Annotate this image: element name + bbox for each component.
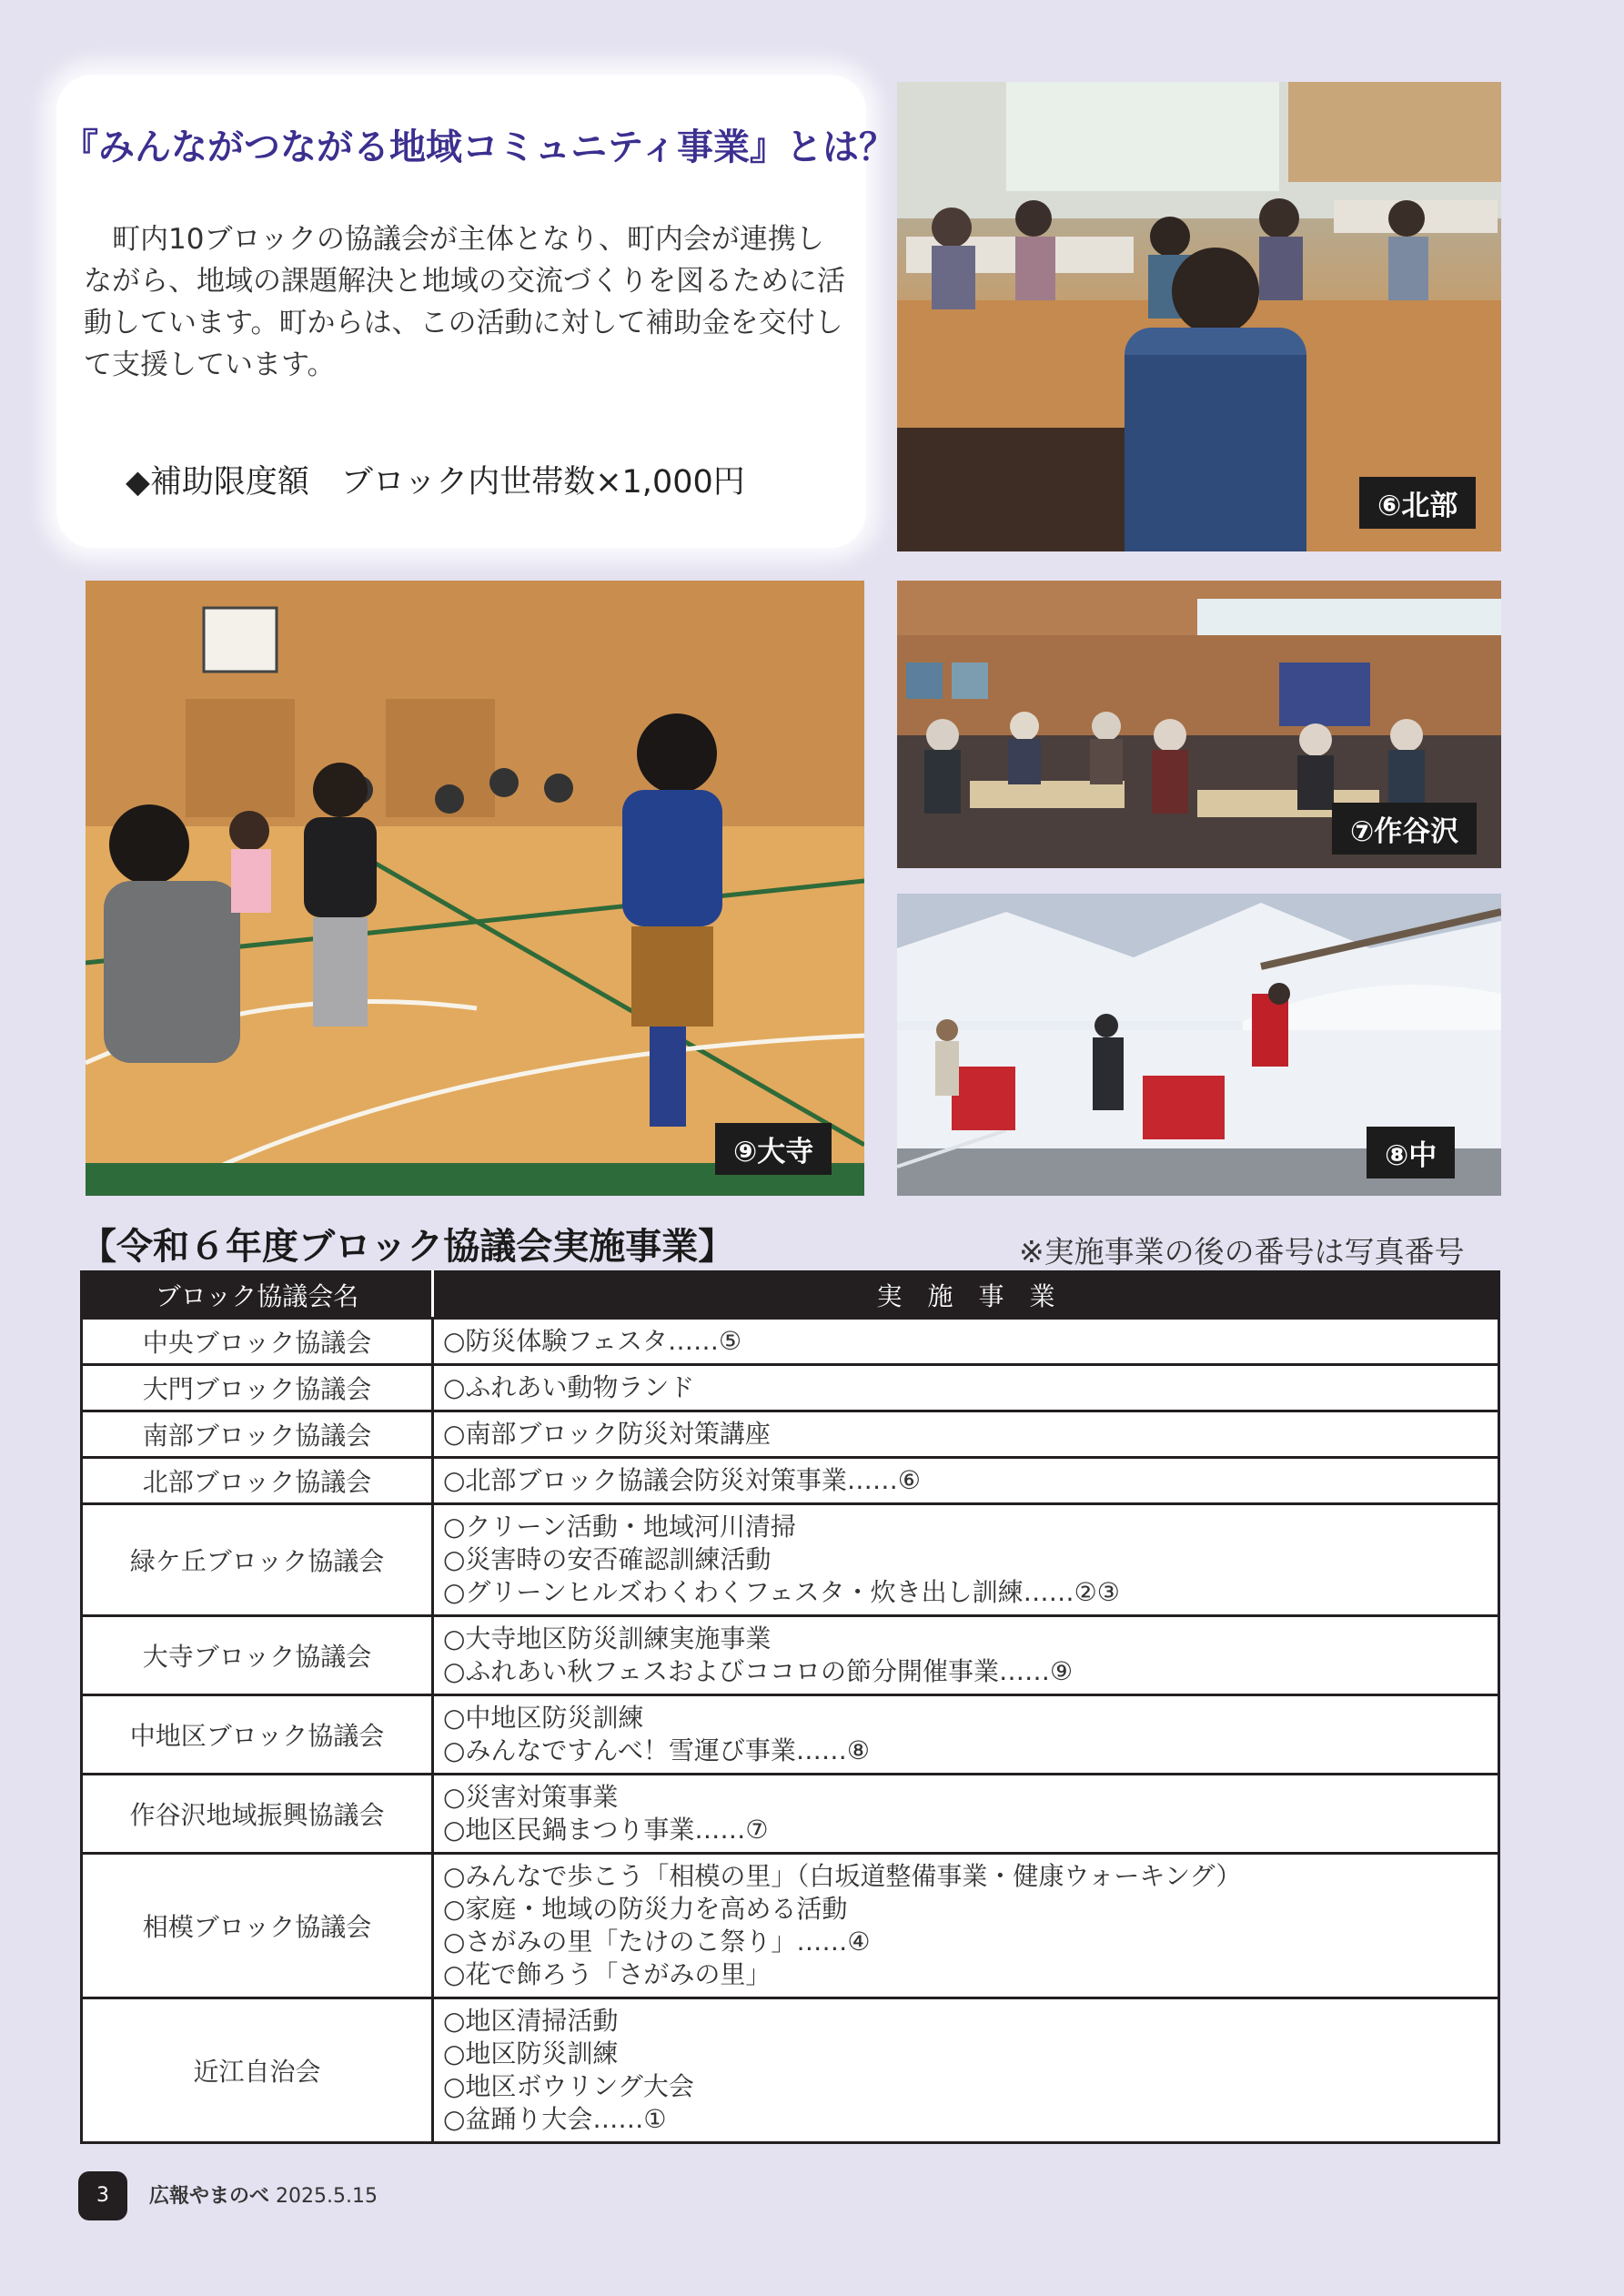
photo-hokubu — [897, 82, 1501, 551]
photo-naka-caption: ⑧中 — [1367, 1127, 1455, 1178]
publication-date: 2025.5.15 — [276, 2185, 378, 2208]
activities-cell — [433, 1319, 1499, 1365]
table-heading: 【令和６年度ブロック協議会実施事業】 — [80, 1226, 735, 1268]
activity-item: ○みんなですんべ！雪運び事業……⑧ — [443, 1735, 870, 1765]
block-name-cell: 近江自治会 — [82, 1998, 433, 2143]
activity-item: ○家庭・地域の防災力を高める活動 — [443, 1894, 848, 1924]
photo-odera-scene — [86, 581, 864, 1196]
activities-cell — [433, 1775, 1499, 1854]
block-name-cell: 北部ブロック協議会 — [82, 1458, 433, 1504]
block-name-cell: 南部ブロック協議会 — [82, 1411, 433, 1458]
photo-odera — [86, 581, 864, 1196]
photo-sakuyazawa-caption: ⑦作谷沢 — [1332, 803, 1477, 855]
activity-item: ○防災体験フェスタ……⑤ — [443, 1326, 742, 1356]
activity-item: ○大寺地区防災訓練実施事業 — [443, 1623, 772, 1654]
activity-item: ○盆踊り大会……① — [443, 2104, 667, 2134]
table-row — [82, 1504, 1499, 1616]
block-name-cell: 相模ブロック協議会 — [82, 1854, 433, 1998]
activity-item: ○みんなで歩こう「相模の里」（白坂道整備事業・健康ウォーキング） — [443, 1861, 1242, 1891]
intro-title: 『みんながつながる地域コミュニティ事業』とは？ — [62, 126, 895, 168]
table-header-row — [82, 1272, 1499, 1319]
activities-cell — [433, 1411, 1499, 1458]
activity-item: ○ふれあい動物ランド — [443, 1372, 695, 1402]
intro-body: 町内10ブロックの協議会が主体となり、町内会が連携しながら、地域の課題解決と地域の交流づくりを図るために活動しています。町からは、この活動に対して補助金を交付して支援しています。 — [84, 223, 845, 381]
activity-item: ○地区防災訓練 — [443, 2038, 619, 2068]
table-row — [82, 1998, 1499, 2143]
table-row — [82, 1319, 1499, 1365]
block-name-cell: 大寺ブロック協議会 — [82, 1616, 433, 1695]
table-row — [82, 1775, 1499, 1854]
activity-item: ○クリーン活動・地域河川清掃 — [443, 1512, 796, 1542]
activities-cell — [433, 1365, 1499, 1411]
activity-item: ○地区清掃活動 — [443, 2006, 619, 2036]
activity-item: ○地区民鍋まつり事業……⑦ — [443, 1815, 769, 1845]
page-number: 3 — [78, 2171, 127, 2220]
table-body — [82, 1319, 1499, 2143]
photo-sakuyazawa — [897, 581, 1501, 868]
table-row — [82, 1365, 1499, 1411]
subsidy-limit: ◆補助限度額 ブロック内世帯数×1,000円 — [126, 464, 745, 501]
block-name-cell: 中地区ブロック協議会 — [82, 1695, 433, 1775]
activities-cell — [433, 1695, 1499, 1775]
activities-cell — [433, 1504, 1499, 1616]
table-row — [82, 1854, 1499, 1998]
activity-item: ○さがみの里「たけのこ祭り」……④ — [443, 1927, 871, 1957]
table-row — [82, 1411, 1499, 1458]
activity-item: ○地区ボウリング大会 — [443, 2071, 694, 2101]
publication-name: 広報やまのべ — [149, 2185, 270, 2208]
activities-cell — [433, 1458, 1499, 1504]
column-header-activities: 実 施 事 業 — [433, 1272, 1499, 1319]
photo-hokubu-caption: ⑥北部 — [1359, 477, 1476, 529]
activity-item: ○ふれあい秋フェスおよびココロの節分開催事業……⑨ — [443, 1656, 1074, 1686]
block-name-cell: 中央ブロック協議会 — [82, 1319, 433, 1365]
activity-item: ○災害時の安否確認訓練活動 — [443, 1544, 772, 1574]
footer-publication — [149, 2180, 378, 2209]
block-name-cell: 緑ケ丘ブロック協議会 — [82, 1504, 433, 1616]
activities-cell — [433, 1616, 1499, 1695]
activities-cell — [433, 1998, 1499, 2143]
activity-item: ○災害対策事業 — [443, 1782, 619, 1812]
activity-item: ○南部ブロック防災対策講座 — [443, 1419, 771, 1449]
table-row — [82, 1616, 1499, 1695]
table-note: ※実施事業の後の番号は写真番号 — [1019, 1234, 1465, 1269]
photo-odera-caption: ⑨大寺 — [715, 1123, 832, 1175]
activity-item: ○花で飾ろう「さがみの里」 — [443, 1959, 772, 1989]
block-name-cell: 作谷沢地域振興協議会 — [82, 1775, 433, 1854]
activities-cell — [433, 1854, 1499, 1998]
table-row — [82, 1458, 1499, 1504]
activity-item: ○グリーンヒルズわくわくフェスタ・炊き出し訓練……②③ — [443, 1577, 1120, 1607]
table-row — [82, 1695, 1499, 1775]
block-name-cell: 大門ブロック協議会 — [82, 1365, 433, 1411]
activity-item: ○北部ブロック協議会防災対策事業……⑥ — [443, 1465, 921, 1495]
activity-item: ○中地区防災訓練 — [443, 1703, 644, 1733]
blocks-table — [80, 1270, 1500, 2144]
column-header-block-name: ブロック協議会名 — [82, 1272, 433, 1319]
photo-naka — [897, 894, 1501, 1196]
